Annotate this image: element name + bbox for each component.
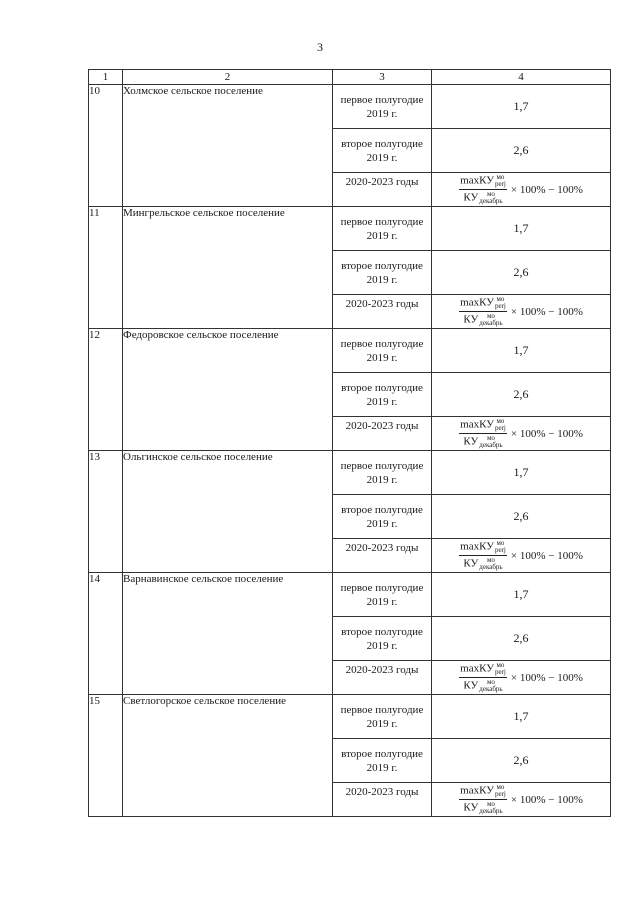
formula: [432, 296, 610, 327]
formula-numerator-main: maxКУ: [460, 784, 494, 797]
formula-tail: × 100% − 100%: [510, 793, 583, 806]
formula-denominator-sup: мо: [486, 312, 495, 320]
formula: [432, 784, 610, 815]
value-formula: [432, 417, 611, 451]
formula-denominator-main: КУ: [463, 191, 479, 204]
value-formula: [432, 295, 611, 329]
row-number: 12: [89, 329, 123, 451]
period-second-half: второе полугодие 2019 г.: [333, 129, 432, 173]
value-formula: [432, 173, 611, 207]
row-number: 13: [89, 451, 123, 573]
formula-numerator-main: maxКУ: [460, 662, 494, 675]
settlement-name: Федоровское сельское поселение: [123, 329, 333, 451]
formula-denominator-sup: мо: [486, 434, 495, 442]
formula-denominator-main: КУ: [463, 801, 479, 814]
col-header-4: 4: [432, 70, 611, 85]
period-first-half: первое полугодие 2019 г.: [333, 573, 432, 617]
value-first-half: 1,7: [432, 85, 611, 129]
formula-numerator-sup: мо: [496, 661, 505, 669]
row-number: 15: [89, 695, 123, 817]
formula-denominator-sup: мо: [486, 800, 495, 808]
formula-numerator-index: [495, 296, 506, 310]
value-second-half: 2,6: [432, 495, 611, 539]
formula-denominator-sub: декабрь: [479, 563, 503, 571]
formula-numerator-index: [495, 662, 506, 676]
formula-denominator-sup: мо: [486, 556, 495, 564]
formula-numerator-index: [495, 784, 506, 798]
period-second-half: второе полугодие 2019 г.: [333, 617, 432, 661]
formula-denominator-sup: мо: [486, 678, 495, 686]
settlement-name: Мингрельское сельское поселение: [123, 207, 333, 329]
formula-numerator: [459, 662, 507, 678]
period-second-half: второе полугодие 2019 г.: [333, 495, 432, 539]
formula-numerator: [459, 174, 507, 190]
formula-numerator-index: [495, 418, 506, 432]
value-second-half: 2,6: [432, 251, 611, 295]
formula-denominator-sub: декабрь: [479, 197, 503, 205]
formula: [432, 662, 610, 693]
settlements-table: [88, 69, 611, 817]
formula-denominator-sub: декабрь: [479, 807, 503, 815]
table-body: [89, 85, 611, 817]
table-row: [89, 207, 611, 251]
formula-numerator-sup: мо: [496, 783, 505, 791]
formula-denominator-index: [479, 679, 502, 693]
formula-numerator-index: [495, 174, 506, 188]
formula-numerator-sup: мо: [496, 417, 505, 425]
formula-tail: × 100% − 100%: [510, 427, 583, 440]
formula-denominator-main: КУ: [463, 313, 479, 326]
formula-numerator: [459, 540, 507, 556]
value-formula: [432, 783, 611, 817]
period-2020-2023: 2020-2023 годы: [333, 661, 432, 695]
row-number: 11: [89, 207, 123, 329]
formula-tail: × 100% − 100%: [510, 549, 583, 562]
period-first-half: первое полугодие 2019 г.: [333, 85, 432, 129]
settlement-name: Светлогорское сельское поселение: [123, 695, 333, 817]
settlement-name: Холмское сельское поселение: [123, 85, 333, 207]
period-2020-2023: 2020-2023 годы: [333, 417, 432, 451]
period-2020-2023: 2020-2023 годы: [333, 295, 432, 329]
period-first-half: первое полугодие 2019 г.: [333, 207, 432, 251]
formula-denominator: [463, 312, 502, 327]
value-formula: [432, 661, 611, 695]
formula-denominator-index: [479, 557, 502, 571]
formula-tail: × 100% − 100%: [510, 183, 583, 196]
formula-denominator-index: [479, 435, 502, 449]
formula-denominator-sub: декабрь: [479, 319, 503, 327]
value-second-half: 2,6: [432, 617, 611, 661]
formula-denominator-sup: мо: [486, 190, 495, 198]
formula-tail: × 100% − 100%: [510, 305, 583, 318]
period-second-half: второе полугодие 2019 г.: [333, 739, 432, 783]
formula-denominator-main: КУ: [463, 435, 479, 448]
formula-tail: × 100% − 100%: [510, 671, 583, 684]
value-second-half: 2,6: [432, 373, 611, 417]
formula-denominator: [463, 678, 502, 693]
formula-numerator-sup: мо: [496, 539, 505, 547]
table-row: [89, 695, 611, 739]
col-header-1: 1: [89, 70, 123, 85]
formula-numerator-sub: perj: [494, 546, 506, 554]
formula-numerator-index: [495, 540, 506, 554]
table-row: [89, 85, 611, 129]
formula-fraction: [459, 174, 507, 205]
value-first-half: 1,7: [432, 207, 611, 251]
formula-denominator-index: [479, 801, 502, 815]
value-second-half: 2,6: [432, 739, 611, 783]
value-first-half: 1,7: [432, 573, 611, 617]
col-header-3: 3: [333, 70, 432, 85]
period-second-half: второе полугодие 2019 г.: [333, 373, 432, 417]
table-row: [89, 451, 611, 495]
row-number: 10: [89, 85, 123, 207]
settlement-name: Ольгинское сельское поселение: [123, 451, 333, 573]
formula-numerator-main: maxКУ: [460, 174, 494, 187]
value-second-half: 2,6: [432, 129, 611, 173]
formula-fraction: [459, 296, 507, 327]
page-number: 3: [317, 40, 323, 54]
formula-fraction: [459, 662, 507, 693]
formula-numerator-main: maxКУ: [460, 296, 494, 309]
formula-denominator-main: КУ: [463, 679, 479, 692]
formula-numerator-sub: perj: [494, 302, 506, 310]
formula-denominator-main: КУ: [463, 557, 479, 570]
formula-fraction: [459, 784, 507, 815]
formula-numerator-sup: мо: [496, 295, 505, 303]
table-row: [89, 573, 611, 617]
period-first-half: первое полугодие 2019 г.: [333, 329, 432, 373]
formula-numerator-sub: perj: [494, 790, 506, 798]
header-row: [89, 70, 611, 85]
table-row: [89, 329, 611, 373]
formula: [432, 540, 610, 571]
formula-denominator: [463, 434, 502, 449]
period-first-half: первое полугодие 2019 г.: [333, 695, 432, 739]
settlement-name: Варнавинское сельское поселение: [123, 573, 333, 695]
formula-numerator-sub: perj: [494, 180, 506, 188]
period-second-half: второе полугодие 2019 г.: [333, 251, 432, 295]
formula-denominator-index: [479, 313, 502, 327]
formula-denominator: [463, 556, 502, 571]
formula-numerator-main: maxКУ: [460, 540, 494, 553]
formula-numerator-sub: perj: [494, 668, 506, 676]
period-2020-2023: 2020-2023 годы: [333, 539, 432, 573]
period-2020-2023: 2020-2023 годы: [333, 173, 432, 207]
row-number: 14: [89, 573, 123, 695]
formula-denominator-sub: декабрь: [479, 685, 503, 693]
formula-numerator: [459, 418, 507, 434]
col-header-2: 2: [123, 70, 333, 85]
formula-numerator-sup: мо: [496, 173, 505, 181]
value-formula: [432, 539, 611, 573]
value-first-half: 1,7: [432, 451, 611, 495]
formula-numerator-sub: perj: [494, 424, 506, 432]
formula: [432, 418, 610, 449]
formula-denominator-index: [479, 191, 502, 205]
value-first-half: 1,7: [432, 329, 611, 373]
period-first-half: первое полугодие 2019 г.: [333, 451, 432, 495]
formula-denominator-sub: декабрь: [479, 441, 503, 449]
formula-numerator: [459, 784, 507, 800]
formula-numerator: [459, 296, 507, 312]
formula-denominator: [463, 190, 502, 205]
formula-fraction: [459, 418, 507, 449]
formula: [432, 174, 610, 205]
formula-fraction: [459, 540, 507, 571]
value-first-half: 1,7: [432, 695, 611, 739]
formula-denominator: [463, 800, 502, 815]
formula-numerator-main: maxКУ: [460, 418, 494, 431]
period-2020-2023: 2020-2023 годы: [333, 783, 432, 817]
